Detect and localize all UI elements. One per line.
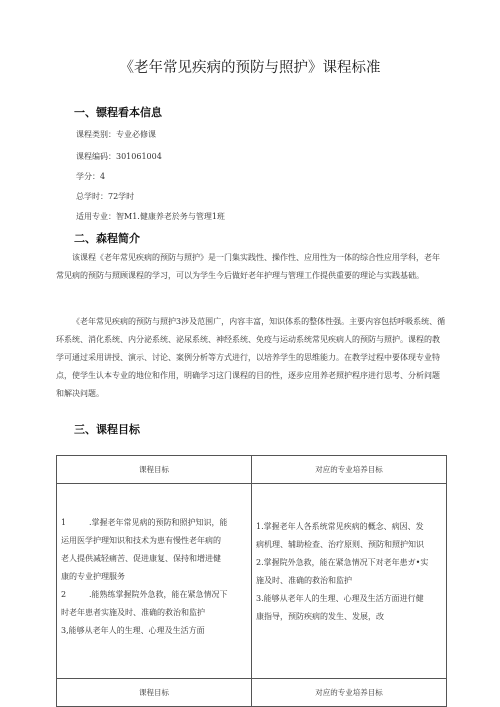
table-row (57, 484, 447, 679)
section-heading-goals: 三、课程目标 (74, 423, 140, 436)
course-goal-line: 3,能够从老年人的生理、心理及生活方面 (61, 626, 205, 635)
goal-text: .能熟练掌握院外急救，能在紧急情况下 (89, 590, 228, 599)
table-header-course-goal: 课程目标 (57, 456, 252, 484)
goal-text: .掌握老年常见病的预防和照护知识，能 (89, 518, 228, 527)
document-title: 《老年常见疾病的预防与照护》课程标准 (119, 60, 381, 76)
professional-goal-line: 3.能够从老年人的生理、心理及生活方面进行健 (256, 594, 424, 603)
course-goal-line: 运用医学护理知识和技术为患有慢性老年病的 (61, 536, 221, 545)
professional-goal-line: 施及时、准确的救治和监护 (256, 576, 352, 585)
course-goals-table (56, 455, 447, 707)
course-goal-line (61, 514, 247, 532)
goal-number: 1 (61, 518, 67, 527)
course-goal-line (61, 586, 247, 604)
goal-number: 2 (61, 590, 67, 599)
info-credits: 学分：4 (76, 172, 106, 181)
table-header-professional-goal: 对应的专业培养目标 (252, 456, 447, 484)
info-applicable-major: 适用专业：智M1.健康养老於务与管理1班 (76, 212, 225, 221)
course-goal-line: 老人提供减轻痛苦、促进康复、保持和增进健 (61, 554, 221, 563)
intro-paragraph-2-text: 《老年常见疾病的预防与照护3涉及范围广，内容丰富，知识体系的整体性强。主要内容包括呼吸系统、循环系统、消化系统、内分泌系统、泌尿系统、神经系统、免疫与运动系统常见疾病人的预防与照护。课程的教学可通过采用讲授、演示、讨论、案例分析等方式进行，以培养学生的思维能力。在教学过程中要体现专业特点，使学生认本专业的地位和作用，明确学习这门课程的目的性，逐步应用养老照护程序进行思考、分析问题和解决问题。 (56, 317, 446, 398)
professional-goal-line: 康指导，预防疾病的发生、发展，改 (256, 612, 384, 621)
course-goal-line: 康的专业护理服务 (61, 572, 125, 581)
section-heading-intro: 二、森程简介 (74, 232, 140, 245)
table-header-course-goal: 课程目标 (57, 679, 252, 707)
professional-goal-line: 2.掌握院外急救，能在紧急情况下对老年患ガ•实 (256, 558, 429, 567)
course-goal-cell (57, 484, 252, 679)
intro-paragraph-2 (56, 313, 447, 403)
section-heading-basic-info: 一、镖程看本信息 (74, 106, 162, 119)
professional-goal-line: 病机理、辅助检查、治疗原则、预防和照护知识 (256, 540, 424, 549)
professional-goal-cell (252, 484, 447, 679)
info-course-code: 课程编码：301061004 (76, 152, 162, 161)
info-course-category: 课程类别：专业必修课 (76, 130, 156, 139)
professional-goal-line: 1.掌握老年人各系统常见疾病的概念、病因、发 (256, 522, 424, 531)
intro-paragraph-1 (56, 249, 447, 285)
intro-paragraph-1-text: 该课程《老年常见疾病的预防与照护》是一门集实践性、操作性、应用性为一体的综合性应用学科，老年常见病的预防与照顾课程的学习，可以为学生今后做好老年护理与管理工作提供重要的理论与实践基础。 (56, 253, 440, 280)
table-header-professional-goal: 对应的专业培养目标 (252, 679, 447, 707)
table-header-row (57, 456, 447, 484)
info-total-hours: 总学时：72学时 (76, 192, 135, 201)
table-header-row-repeat (57, 679, 447, 707)
course-goal-line: 时老年患者实施及时、准确的救治和监护 (61, 608, 205, 617)
